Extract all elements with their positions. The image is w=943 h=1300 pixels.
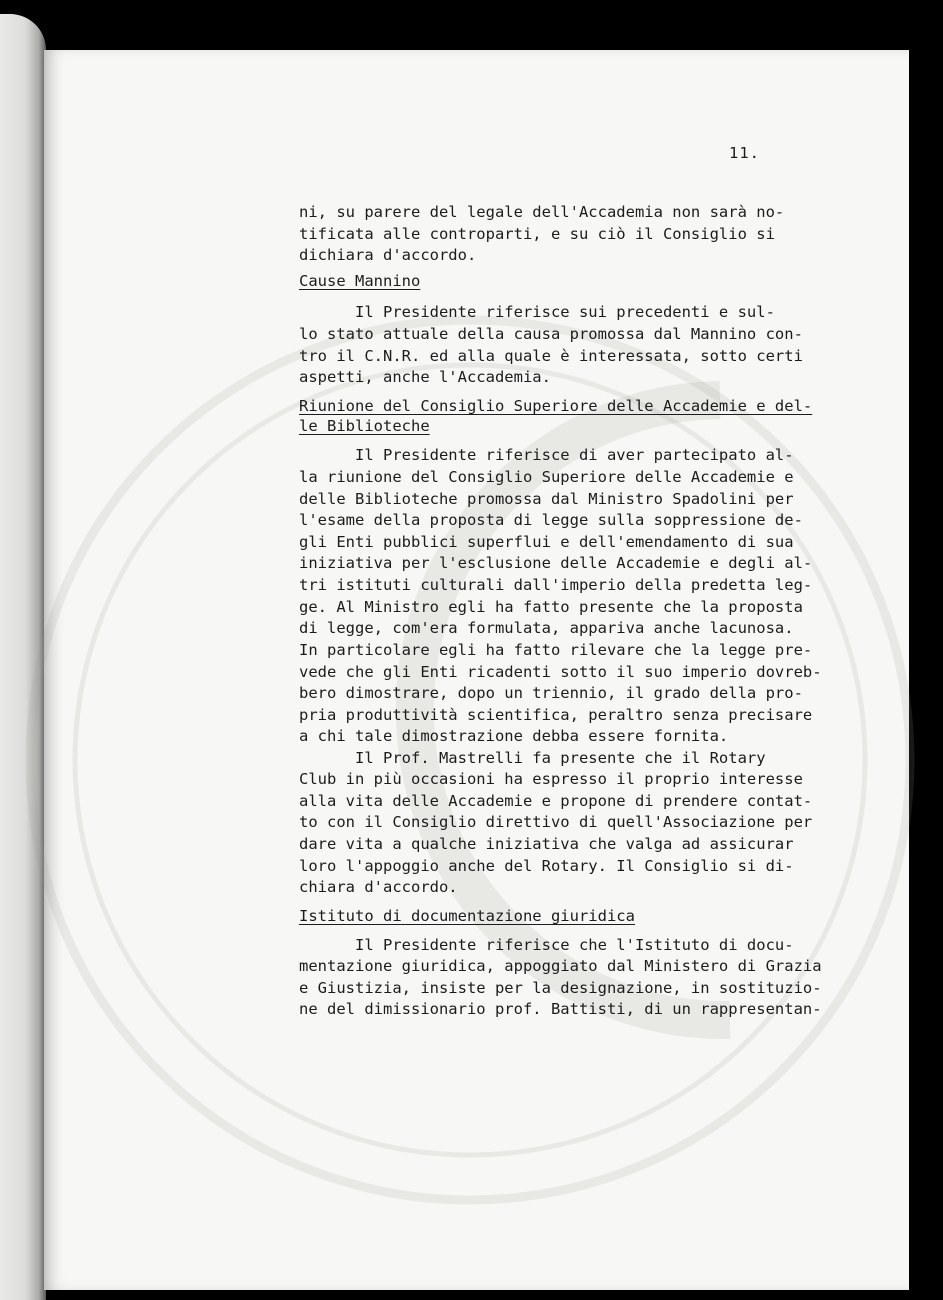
text-line: iniziativa per l'esclusione delle Accademie e degli al- xyxy=(299,554,813,572)
text-line: dichiara d'accordo. xyxy=(299,246,477,264)
section-heading: le Biblioteche xyxy=(299,417,430,435)
text-line: tri istituti culturali dall'imperio della predetta leg- xyxy=(299,576,813,594)
text-line: Club in più occasioni ha espresso il proprio interesse xyxy=(299,770,803,788)
text-line: aspetti, anche l'Accademia. xyxy=(299,368,551,386)
text-line: tificata alle controparti, e su ciò il Consiglio si xyxy=(299,225,775,243)
text-line: ni, su parere del legale dell'Accademia non sarà no- xyxy=(299,203,785,221)
text-line: Il Presidente riferisce sui precedenti e sul- xyxy=(299,303,775,321)
text-line: lo stato attuale della causa promossa dal Mannino con- xyxy=(299,325,803,343)
section-heading: Cause Mannino xyxy=(299,272,421,290)
text-line: l'esame della proposta di legge sulla soppressione de- xyxy=(299,511,803,529)
text-line: tro il C.N.R. ed alla quale è interessata, sotto certi xyxy=(299,347,803,365)
text-line: ne del dimissionario prof. Battisti, di un rappresentan- xyxy=(299,1000,822,1018)
page-number: 11. xyxy=(729,144,760,162)
text-line: vede che gli Enti ricadenti sotto il suo imperio dovreb- xyxy=(299,663,822,681)
text-line: Il Presidente riferisce che l'Istituto di docu- xyxy=(299,936,794,954)
text-line: a chi tale dimostrazione debba essere fornita. xyxy=(299,727,729,745)
section-heading: Riunione del Consiglio Superiore delle Accademie e del- xyxy=(299,397,813,415)
text-line: la riunione del Consiglio Superiore delle Accademie e xyxy=(299,468,794,486)
text-line: loro l'appoggio anche del Rotary. Il Consiglio si di- xyxy=(299,857,794,875)
text-line: Il Prof. Mastrelli fa presente che il Rotary xyxy=(299,749,766,767)
left-page-edge xyxy=(0,14,46,1300)
text-line: chiara d'accordo. xyxy=(299,878,458,896)
text-line: mentazione giuridica, appoggiato dal Ministero di Grazia xyxy=(299,957,822,975)
text-line: alla vita delle Accademie e propone di prendere contat- xyxy=(299,792,813,810)
text-line: di legge, com'era formulata, appariva anche lacunosa. xyxy=(299,619,794,637)
text-line: dare vita a qualche iniziativa che valga ad assicurar xyxy=(299,835,794,853)
text-line: In particolare egli ha fatto rilevare che la legge pre- xyxy=(299,641,813,659)
text-line: Il Presidente riferisce di aver partecipato al- xyxy=(299,446,794,464)
text-line: delle Biblioteche promossa dal Ministro Spadolini per xyxy=(299,490,794,508)
text-line: e Giustizia, insiste per la designazione, in sostituzio- xyxy=(299,979,822,997)
text-line: to con il Consiglio direttivo di quell'Associazione per xyxy=(299,813,813,831)
text-line: pria produttività scientifica, peraltro senza precisare xyxy=(299,706,813,724)
text-line: gli Enti pubblici superflui e dell'emendamento di sua xyxy=(299,533,794,551)
section-heading: Istituto di documentazione giuridica xyxy=(299,907,635,925)
text-line: ge. Al Ministro egli ha fatto presente che la proposta xyxy=(299,598,803,616)
text-line: bero dimostrare, dopo un triennio, il grado della pro- xyxy=(299,684,803,702)
